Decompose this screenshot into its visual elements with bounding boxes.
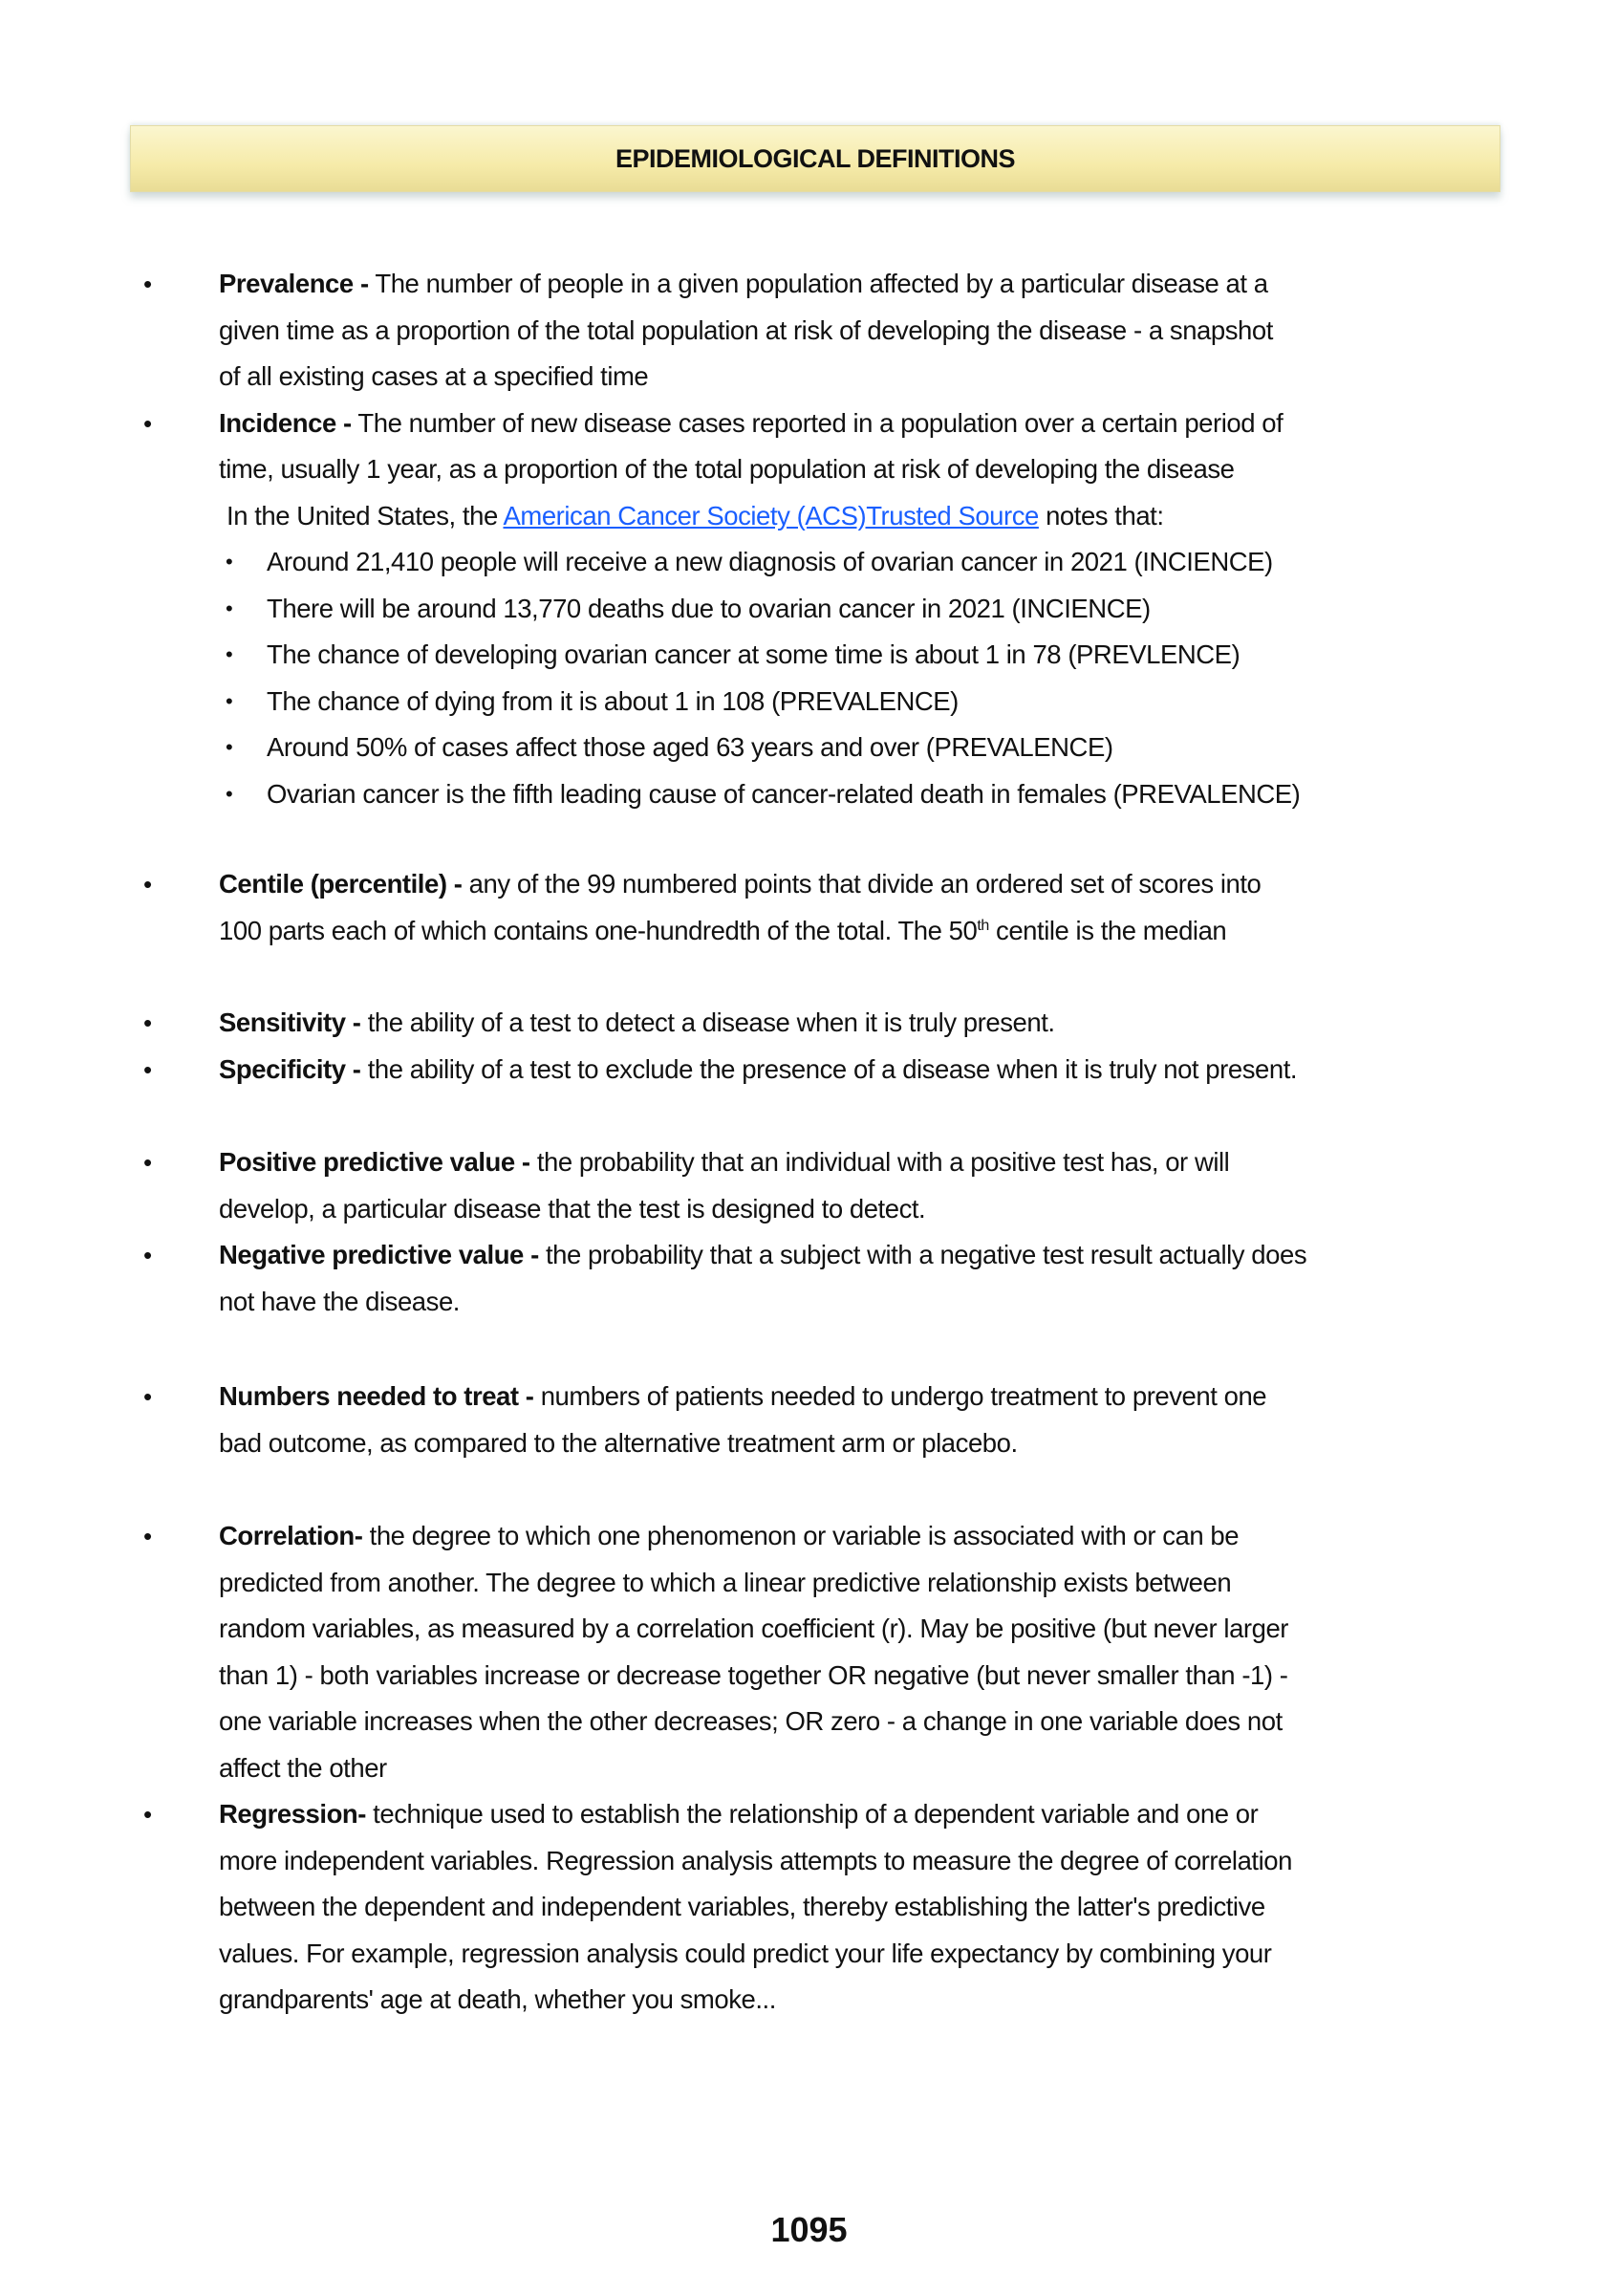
definition-text [219,1791,1258,1838]
definition-line [0,1977,1618,2024]
definition-text [219,401,1283,447]
bullet-icon: • [143,1008,152,1037]
acs-source-link[interactable]: American Cancer Society (ACS)Trusted Source [503,500,1039,531]
bullet-icon: • [143,1800,152,1829]
definition-term: Correlation- [219,1521,363,1550]
bullet-icon: • [143,1148,152,1177]
definition-group [0,261,1618,817]
definition-line [0,1745,1618,1792]
definition-body: the degree to which one phenomenon or variable is associated with or can be [362,1521,1240,1550]
superscript: th [977,917,989,934]
definition-body: the probability that an individual with a positive test has, or will [529,1147,1230,1177]
definition-body: develop, a particular disease that the test is designed to detect. [219,1193,926,1224]
definition-text [219,1560,1231,1607]
sub-bullet-text: Ovarian cancer is the fifth leading cause of cancer-related death in females (PREVALENCE) [267,778,1301,809]
definition-text [219,1838,1292,1885]
definition-line [0,1047,1618,1094]
definition-text [219,446,1235,493]
definition-line [0,1374,1618,1420]
definition-line [0,1139,1618,1186]
definition-term: Specificity - [219,1053,361,1084]
definition-group [0,1513,1618,2024]
definition-text [219,1977,776,2024]
definition-body: given time as a proportion of the total population at risk of developing the disease - a snapshot [219,314,1273,345]
definition-text [219,1232,1306,1279]
bullet-icon: • [143,1522,152,1550]
definition-body: 100 parts each of which contains one-hundredth of the total. The 50 [219,915,978,945]
definition-text [219,908,1226,955]
definition-body: bad outcome, as compared to the alternative treatment arm or placebo. [219,1427,1018,1458]
definition-body: between the dependent and independent variables, thereby establishing the latter's predictive [219,1892,1265,1921]
definition-term: Centile (percentile) - [219,869,463,899]
definition-line [0,861,1618,908]
sub-bullet-item [0,679,1618,726]
definition-body: any of the 99 numbered points that divide an ordered set of scores into [462,869,1262,899]
definition-line [0,354,1618,401]
page-title: EPIDEMIOLOGICAL DEFINITIONS [615,143,1016,173]
definition-term: Incidence - [219,407,352,438]
definition-line [0,1653,1618,1700]
definition-text [219,1745,387,1792]
definition-body: technique used to establish the relationship of a dependent variable and one or [365,1799,1259,1829]
bullet-icon: • [143,408,152,438]
definition-term: Numbers needed to treat - [219,1381,534,1411]
sub-bullet-item [0,539,1618,586]
definition-line [0,1884,1618,1931]
intro-text [227,493,1164,540]
definition-text [219,354,648,401]
sub-bullet-item [0,725,1618,771]
definition-line [0,1513,1618,1560]
definition-body: time, usually 1 year, as a proportion of the total population at risk of developing the disease [219,454,1235,484]
definition-text [219,1420,1018,1467]
definition-line [0,1699,1618,1745]
definition-body: the probability that a subject with a negative test result actually does [538,1240,1307,1269]
definition-text [219,1279,460,1326]
definition-line [0,1279,1618,1326]
bullet-icon: • [143,1382,152,1411]
definition-line [0,1931,1618,1978]
definition-text [219,1931,1271,1978]
bullet-icon: • [226,596,233,620]
definition-body: centile is the median [988,915,1227,945]
definition-text [219,1699,1283,1745]
definition-body: affect the other [219,1752,387,1783]
definition-group [0,1139,1618,1325]
definition-body: more independent variables. Regression analysis attempts to measure the degree of correlation [219,1845,1292,1875]
sub-bullet-item [0,632,1618,679]
bullet-icon: • [226,781,233,806]
bullet-icon: • [143,270,152,298]
definition-text [219,1884,1265,1931]
sub-bullet-text: The chance of dying from it is about 1 in 108 (PREVALENCE) [267,685,959,716]
definition-body: of all existing cases at a specified time [219,361,649,391]
definition-body: one variable increases when the other decreases; OR zero - a change in one variable does not [219,1706,1283,1736]
definition-line [0,1000,1618,1047]
definition-term: Regression- [219,1799,366,1829]
definition-line [0,1606,1618,1653]
intro-before: In the United States, the [227,500,504,531]
sub-bullet-item [0,586,1618,633]
definition-line [0,446,1618,493]
bullet-icon: • [226,550,233,574]
sub-bullet-text: Around 21,410 people will receive a new diagnosis of ovarian cancer in 2021 (INCIENCE) [267,547,1273,576]
definition-term: Negative predictive value - [219,1240,539,1269]
definition-body: random variables, as measured by a correlation coefficient (r). May be positive (but never larger [219,1614,1289,1643]
definition-body: not have the disease. [219,1286,460,1316]
definition-group [0,1374,1618,1466]
definition-line [0,308,1618,355]
sub-bullet-text: There will be around 13,770 deaths due to ovarian cancer in 2021 (INCIENCE) [267,593,1151,623]
definition-line [0,261,1618,308]
page-number: 1095 [770,2210,848,2249]
definition-text [219,1000,1055,1047]
bullet-icon: • [226,688,233,713]
definition-text [219,261,1268,308]
definition-body: values. For example, regression analysis could predict your life expectancy by combining your [219,1938,1272,1968]
definition-line [0,1560,1618,1607]
definition-term: Positive predictive value - [219,1147,530,1177]
sub-bullet-text: The chance of developing ovarian cancer at some time is about 1 in 78 (PREVLENCE) [267,639,1240,669]
definition-text [219,1139,1229,1186]
definition-body: the ability of a test to detect a disease when it is truly present. [360,1007,1055,1037]
definition-text [219,1047,1297,1094]
definition-text [219,1186,925,1233]
definition-body: numbers of patients needed to undergo treatment to prevent one [533,1381,1267,1411]
intro-line [0,493,1618,540]
definition-text [219,308,1273,355]
definition-group [0,1000,1618,1093]
definition-line [0,908,1618,955]
definition-body: The number of people in a given population affected by a particular disease at a [368,269,1268,298]
bullet-icon: • [226,735,233,759]
definition-body: the ability of a test to exclude the presence of a disease when it is truly not present. [360,1053,1298,1084]
definition-line [0,1232,1618,1279]
definition-text [219,1513,1239,1560]
definition-body: The number of new disease cases reported in a population over a certain period of [351,407,1284,438]
intro-after: notes that: [1038,500,1164,531]
definition-text [219,861,1261,908]
definition-line [0,401,1618,447]
definition-line [0,1838,1618,1885]
bullet-icon: • [143,870,152,899]
definition-text [219,1653,1288,1700]
title-banner [130,125,1500,192]
sub-bullet-text: Around 50% of cases affect those aged 63 years and over (PREVALENCE) [267,732,1113,762]
bullet-icon: • [143,1241,152,1269]
definition-line [0,1186,1618,1233]
definition-group [0,861,1618,954]
definition-body: predicted from another. The degree to which a linear predictive relationship exists between [219,1567,1232,1597]
definition-body: than 1) - both variables increase or decrease together OR negative (but never smaller than -1) - [219,1659,1288,1690]
definition-term: Sensitivity - [219,1007,361,1037]
bullet-icon: • [143,1054,152,1084]
definition-text [219,1606,1288,1653]
definition-body: grandparents' age at death, whether you smoke... [219,1984,776,2014]
definition-line [0,1791,1618,1838]
definition-term: Prevalence - [219,269,369,298]
bullet-icon: • [226,642,233,666]
definition-text [219,1374,1266,1420]
definition-line [0,1420,1618,1467]
sub-bullet-item [0,771,1618,818]
